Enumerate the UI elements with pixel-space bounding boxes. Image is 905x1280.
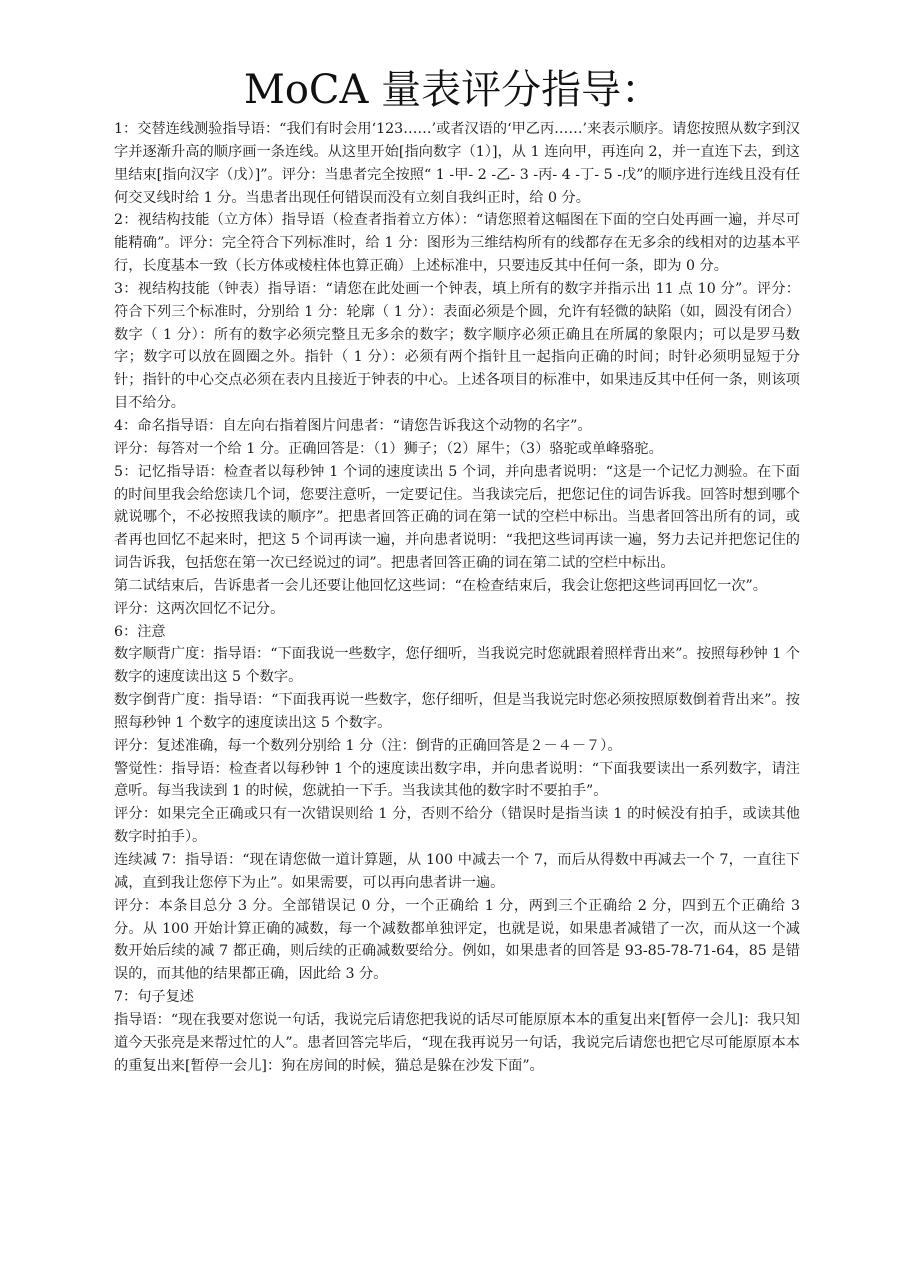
paragraph-trail-making: 1：交替连线测验指导语：“我们有时会用‘123……’或者汉语的‘甲乙丙……’来表示顺序。请您按照从数字到汉字并逐渐升高的顺序画一条连线。从这里开始[指向数字（1）]，从 1 连向甲，再连向 2，并一直连下去，到这里结束[指向汉字（戊）]”。评分：当患者完全按照“ 1 -甲- 2 -乙- 3 -丙- 4 -丁- 5 -戊”的顺序进行连线且没有任何交叉线时给 1 分。当患者出现任何错误而没有立刻自我纠正时，给 0 分。 [114,121,800,206]
paragraph-vigilance-score: 评分：如果完全正确或只有一次错误则给 1 分，否则不给分（错误时是指当读 1 的时候没有拍手，或读其他数字时拍手）。 [114,806,800,846]
paragraph-memory-score: 评分：这两次回忆不记分。 [114,600,285,617]
paragraph-digit-backward: 数字倒背广度：指导语：“下面我再说一些数字，您仔细听，但是当我说完时您必须按照原数倒着背出来”。按照每秒钟 1 个数字的速度读出这 5 个数字。 [114,692,800,731]
paragraph-memory-second-trial: 第二试结束后，告诉患者一会儿还要让他回忆这些词：“在检查结束后，我会让您把这些词再回忆一次”。 [114,577,767,594]
paragraph-sentence-repetition: 指导语：“现在我要对您说一句话，我说完后请您把我说的话尽可能原原本本的重复出来[暂停一会儿]：我只知道今天张亮是来帮过忙的人”。患者回答完毕后，“现在我再说另一句话，我说完后请您也把它尽可能原原本本的重复出来[暂停一会儿]：狗在房间的时候，猫总是躲在沙发下面”。 [114,1011,800,1074]
section-heading-sentence-repetition: 7：句子复述 [114,989,194,1006]
paragraph-naming-score: 评分：每答对一个给 1 分。正确回答是：（1）狮子；（2）犀牛；（3）骆驼或单峰骆驼。 [114,440,663,457]
paragraph-digit-score: 评分：复述准确，每一个数列分别给 1 分（注：倒背的正确回答是２－４－７）。 [114,737,622,754]
paragraph-memory: 5：记忆指导语：检查者以每秒钟 1 个词的速度读出 5 个词，并向患者说明：“这是一个记忆力测验。在下面的时间里我会给您读几个词，您要注意听，一定要记住。当我读完后，把您记住的词告诉我。回答时想到哪个就说哪个，不必按照我读的顺序”。把患者回答正确的词在第一试的空栏中标出。当患者回答出所有的词，或者再也回忆不起来时，把这 5 个词再读一遍，并向患者说明：“我把这些词再读一遍，努力去记并把您记住的词告诉我，包括您在第一次已经说过的词”。把患者回答正确的词在第二试的空栏中标出。 [114,463,800,572]
paragraph-clock: 3：视结构技能（钟表）指导语：“请您在此处画一个钟表，填上所有的数字并指示出 11 点 10 分”。评分：符合下列三个标准时，分别给 1 分：轮廓（ 1 分）：表面必须是个圆，允许有轻微的缺陷（如，圆没有闭合）数字（ 1 分）：所有的数字必须完整且无多余的数字；数字顺序必须正确且在所属的象限内；可以是罗马数字；数字可以放在圆圈之外。指针（ 1 分）：必须有两个指针且一起指向正确的时间；时针必须明显短于分针；指针的中心交点必须在表内且接近于钟表的中心。上述各项目的标准中，如果违反其中任何一条，则该项目不给分。 [114,280,800,412]
paragraph-cube: 2：视结构技能（立方体）指导语（检查者指着立方体）：“请您照着这幅图在下面的空白处再画一遍，并尽可能精确”。评分：完全符合下列标准时，给 1 分：图形为三维结构所有的线都存在无多余的线相对的边基本平行，长度基本一致（长方体或棱柱体也算正确）上述标准中，只要违反其中任何一条，即为 0 分。 [114,212,800,275]
document-title: MoCA 量表评分指导： [243,67,662,113]
section-heading-attention: 6：注意 [114,623,166,640]
paragraph-naming: 4：命名指导语：自左向右指着图片问患者：“请您告诉我这个动物的名字”。 [114,417,592,434]
paragraph-serial-sevens-score: 评分：本条目总分 3 分。全部错误记 0 分，一个正确给 1 分，两到三个正确给 2 分，四到五个正确给 3 分。从 100 开始计算正确的减数，每一个减数都单独评定，也就是说，如果患者减错了一次，而从这一个减数开始后续的减 7 都正确，则后续的正确减数要给分。例如，如果患者的回答是 93-85-78-71-64，85 是错误的，而其他的结果都正确，因此给 3 分。 [114,897,800,983]
paragraph-vigilance: 警觉性：指导语：检查者以每秒钟 1 个的速度读出数字串，并向患者说明：“下面我要读出一系列数字，请注意听。每当我读到 1 的时候，您就拍一下手。当我读其他的数字时不要拍手”。 [114,760,800,800]
paragraph-serial-sevens: 连续减 7：指导语：“现在请您做一道计算题，从 100 中减去一个 7，而后从得数中再减去一个 7，一直往下减，直到我让您停下为止”。如果需要，可以再向患者讲一遍。 [114,852,800,891]
document-body [114,118,800,1077]
paragraph-digit-forward: 数字顺背广度：指导语：“下面我说一些数字，您仔细听，当我说完时您就跟着照样背出来”。按照每秒钟 1 个数字的速度读出这 5 个数字。 [114,646,800,686]
